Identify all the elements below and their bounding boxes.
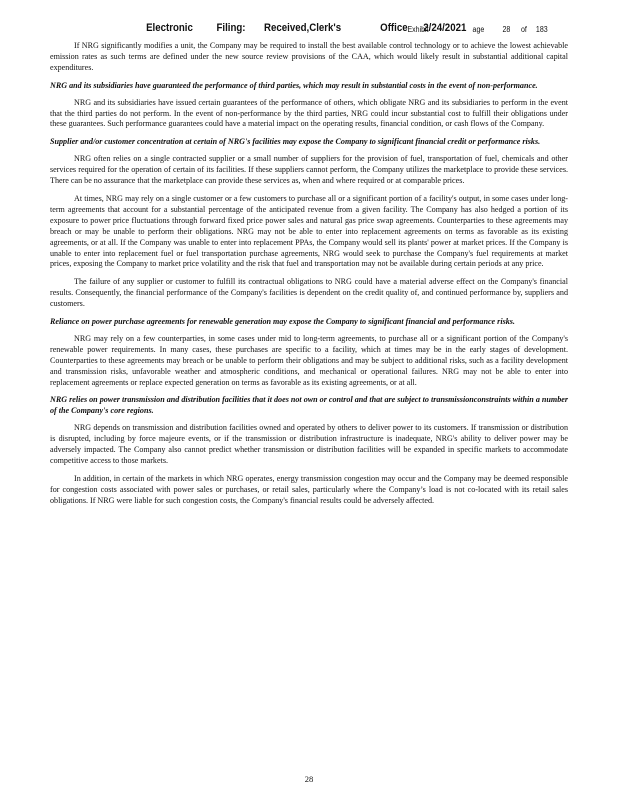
header-page-number: 28 <box>502 25 511 34</box>
body-paragraph: NRG depends on transmission and distribution facilities owned and operated by others to deliver power to its customers. If transmission or distribution is disrupted, including by force majeure events, or if the transmission or distribution infrastructure is inadequate, NRG's ability to deliver power may be adversely impacted. The Company also cannot predict whether transmission or distribution facilities will be expanded in specific markets to accommodate competitive access to those markets. <box>50 423 568 465</box>
body-paragraph: If NRG significantly modifies a unit, the Company may be required to install the best available control technology or to achieve the lowest achievable emission rates as such terms are defined under the new source review provisions of the CAA, which would likely result in substantial additional capital expenditures. <box>50 41 568 72</box>
header-filing: Filing: <box>216 22 246 34</box>
section-heading: NRG and its subsidiaries have guaranteed the performance of third parties, which may result in substantial costs in the event of non-performance. <box>50 80 538 90</box>
header-date: 2/24/2021 <box>423 22 467 34</box>
header-office: Office <box>380 22 408 34</box>
body-paragraph: In addition, in certain of the markets in which NRG operates, energy transmission congestion may occur and the Company may be deemed responsible for congestion costs associated with power sales or purchases, or retail sales, particularly where the Company’s load is not co-located with its retail sales obligations. If NRG were liable for such congestion costs, the Company's financial results could be adversely affected. <box>50 473 568 505</box>
header-electronic: Electronic <box>146 22 193 34</box>
document-body <box>50 41 568 514</box>
body-paragraph: NRG and its subsidiaries have issued certain guarantees of the performance of others, which obligate NRG and its subsidiaries to perform in the event that the third parties do not perform. In the event of non-performance by the third parties, NRG could incur substantial cost to fulfill their obligations under these guarantees. Such performance guarantees could have a material impact on the operating results, financial condition, or cash flows of the Company. <box>50 97 568 129</box>
header-exhibit: Exhibit <box>407 25 429 34</box>
section-heading: Reliance on power purchase agreements for renewable generation may expose the Company to significant financial and performance risks. <box>50 317 515 327</box>
section-heading: Supplier and/or customer concentration at certain of NRG's facilities may expose the Company to significant financial credit or performance risks. <box>50 137 541 147</box>
section-heading: NRG relies on power transmission and distribution facilities that it does not own or control and that are subject to transmissionconstraints within a number of the Company's core regions. <box>50 395 568 416</box>
body-paragraph: NRG often relies on a single contracted supplier or a small number of suppliers for the provision of fuel, transportation of fuel, chemicals and other services required for the operation of certain of its facilities. If these suppliers cannot perform, the Company utilizes the marketplace to provide these services. There can be no assurance that the marketplace can provide these services as, when and where required or at comparable prices. <box>50 154 568 186</box>
body-paragraph: At times, NRG may rely on a single customer or a few customers to purchase all or a significant portion of a facility's output, in some cases under long-term agreements that account for a substantial percentage of the anticipated revenue from a given facility. The Company has also hedged a portion of its exposure to power price fluctuations through forward fixed price power sales and natural gas price swap agreements. Counterparties to these agreements may breach or may be unable to perform their obligations. NRG may not be able to enter into replacement agreements on terms as favorable as its existing agreements, or at all. If the Company was unable to enter into replacement PPAs, the Company would sell its plants' power at market prices. If the Company is unable to enter into replacement fuel or fuel transportation purchase agreements, NRG would seek to purchase the Company's fuel requirements at market prices, exposing the Company to market price volatility and the risk that fuel and transportation may not be available during certain periods at any price. <box>50 193 568 269</box>
header-page-word: age <box>472 25 485 34</box>
header-page-total: 183 <box>535 25 548 34</box>
header-received: Received,Clerk's <box>264 22 342 34</box>
body-paragraph: NRG may rely on a few counterparties, in some cases under mid to long-term agreements, to purchase all or a significant portion of the Company's renewable power requirements. In many cases, these purchases are specific to a facility, which at times may be in the early stages of development. Counterparties to these agreements may breach or be unable to perform their obligations and may be subject to additional risks, such as a facility development and transmission risks, unfavorable weather and atmospheric conditions, and mechanical or operational failures. NRG may not be able to enter into replacement agreements or replace expected generation on terms as favorable as its existing agreements, or at all. <box>50 333 568 387</box>
filing-header <box>0 22 548 36</box>
page-number: 28 <box>304 774 314 784</box>
header-of: of <box>520 25 527 34</box>
body-paragraph: The failure of any supplier or customer to fulfill its contractual obligations to NRG could have a material adverse effect on the Company's financial results. Consequently, the financial performance of the Company's facilities is dependent on the credit quality of, and continued performance by, suppliers and customers. <box>50 277 568 309</box>
